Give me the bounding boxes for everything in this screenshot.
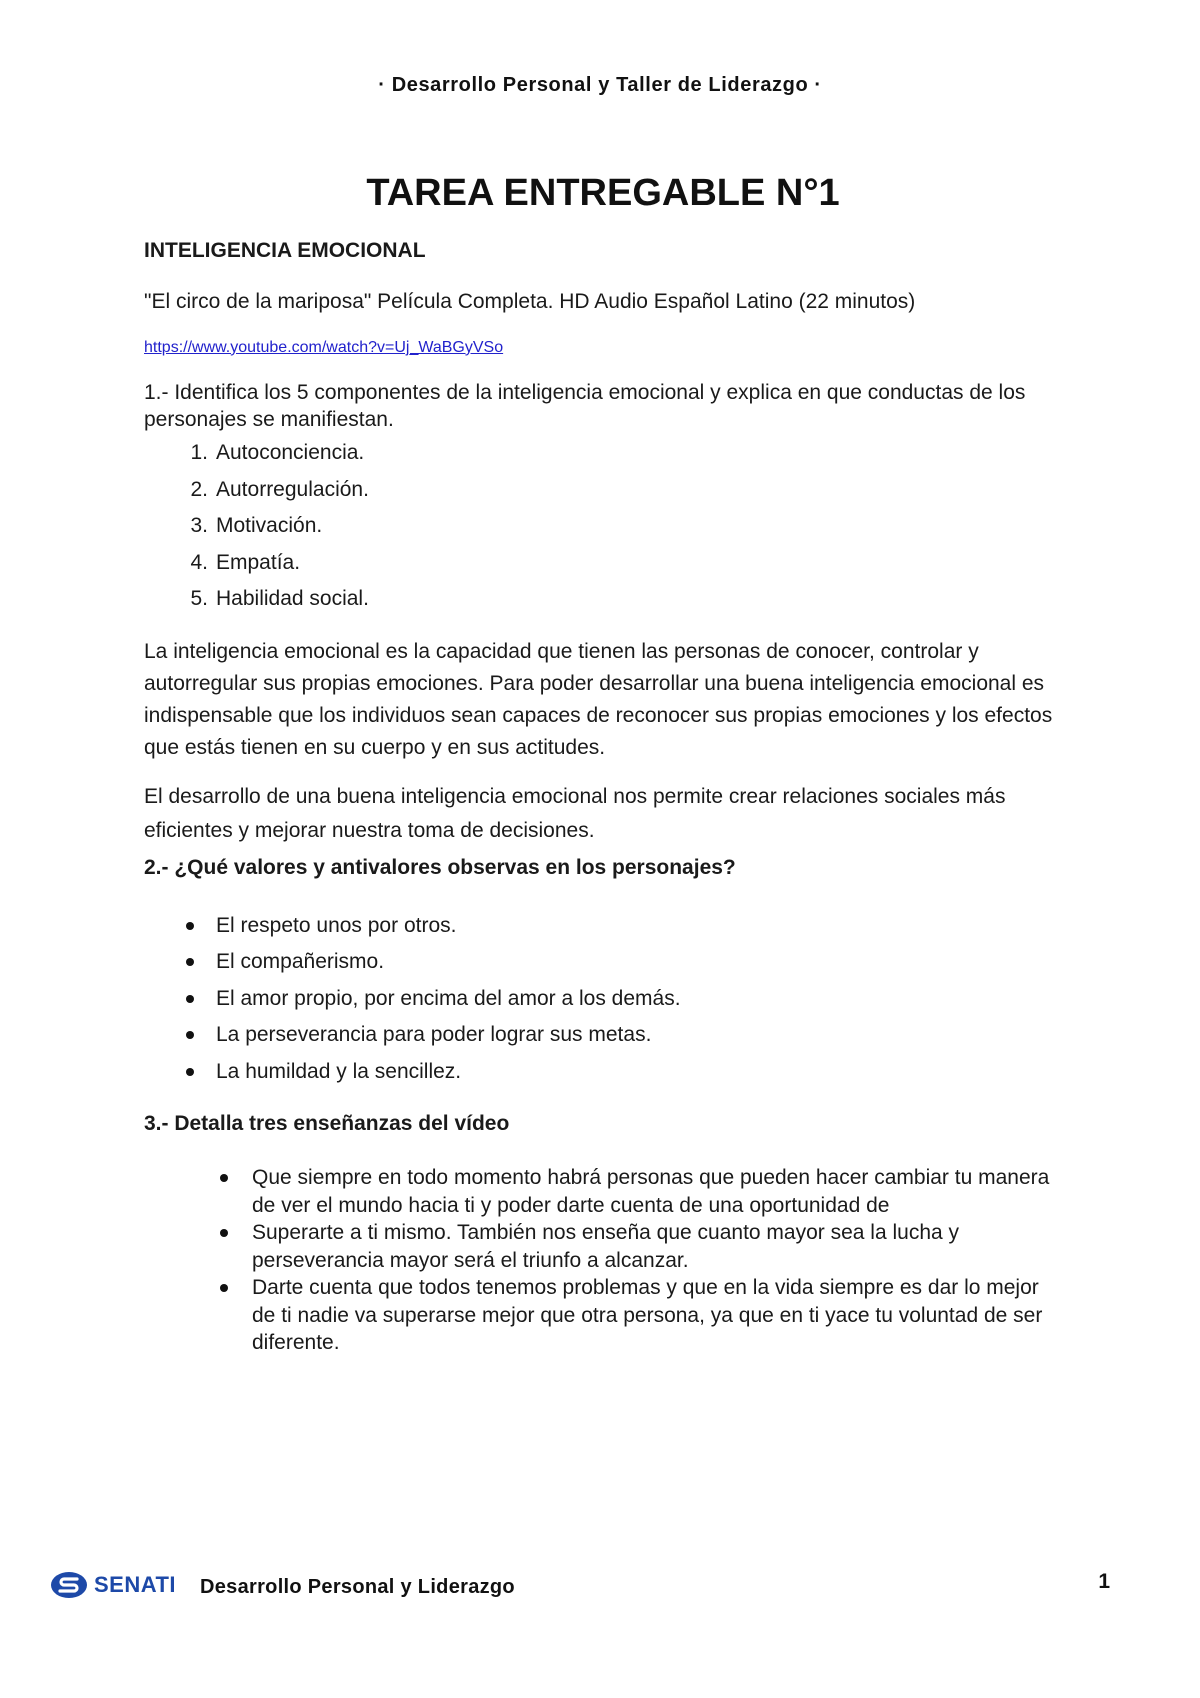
paragraph-development: El desarrollo de una buena inteligencia emocional nos permite crear relaciones sociales más eficientes y mejorar nuestra toma de decisiones. xyxy=(144,784,1006,842)
page-footer xyxy=(50,1570,1130,1610)
list-item-text: Superarte a ti mismo. También nos enseña que cuanto mayor sea la lucha y perseverancia mayor será el triunfo a alcanzar. xyxy=(252,1221,960,1272)
list-item-text: La humildad y la sencillez. xyxy=(216,1059,462,1083)
document-title: TAREA ENTREGABLE N°1 xyxy=(366,172,840,214)
list-item xyxy=(144,1274,1074,1357)
list-number: 5. xyxy=(190,587,208,611)
youtube-link[interactable]: https://www.youtube.com/watch?v=Uj_WaBGyVSo xyxy=(144,338,504,356)
list-item xyxy=(144,435,1074,472)
bullet-icon xyxy=(144,908,216,945)
list-item xyxy=(144,581,1074,618)
bullet-icon xyxy=(144,1017,216,1054)
question-3: 3.- Detalla tres enseñanzas del vídeo xyxy=(144,1112,510,1136)
list-item xyxy=(144,1219,1074,1274)
list-item-text: Darte cuenta que todos tenemos problemas y que en la vida siempre es dar lo mejor de ti nadie va superarse mejor que otra persona, ya que en ti yace tu voluntad de ser diferente. xyxy=(252,1276,1043,1355)
list-item-text: Motivación. xyxy=(216,514,323,538)
list-item-text: Que siempre en todo momento habrá personas que pueden hacer cambiar tu manera de ver el mundo hacia ti y poder darte cuenta de una oportunidad de xyxy=(252,1166,1050,1217)
components-list xyxy=(144,435,1074,618)
list-item-text: Autorregulación. xyxy=(216,477,369,501)
list-item-text: El amor propio, por encima del amor a los demás. xyxy=(216,986,681,1010)
list-item xyxy=(144,472,1074,509)
list-item xyxy=(144,1164,1074,1219)
film-reference: "El circo de la mariposa" Película Completa. HD Audio Español Latino (22 minutos) xyxy=(144,290,916,313)
bullet-icon xyxy=(144,1274,252,1357)
document-body xyxy=(144,172,1074,1357)
list-number: 3. xyxy=(190,514,208,538)
list-item xyxy=(144,908,1074,945)
bullet-icon xyxy=(144,981,216,1018)
bullet-icon xyxy=(144,1219,252,1274)
senati-logo-icon xyxy=(50,1570,88,1600)
list-item-text: La perseverancia para poder lograr sus metas. xyxy=(216,1023,652,1047)
list-item-text: El respeto unos por otros. xyxy=(216,913,457,937)
list-item xyxy=(144,508,1074,545)
question-1: 1.- Identifica los 5 componentes de la inteligencia emocional y explica en que conductas de los personajes se manifiestan. xyxy=(144,380,1026,432)
list-item-text: El compañerismo. xyxy=(216,950,385,974)
bullet-icon xyxy=(144,1054,216,1091)
section-heading: INTELIGENCIA EMOCIONAL xyxy=(144,239,426,262)
lessons-list xyxy=(144,1164,1074,1357)
list-item-text: Habilidad social. xyxy=(216,587,369,611)
bullet-icon xyxy=(144,1164,252,1219)
list-number: 2. xyxy=(190,477,208,501)
senati-logo-text: SENATI xyxy=(94,1572,177,1597)
bullet-icon xyxy=(144,944,216,981)
question-2: 2.- ¿Qué valores y antivalores observas en los personajes? xyxy=(144,855,736,879)
list-item-text: Empatía. xyxy=(216,550,301,574)
list-item-text: Autoconciencia. xyxy=(216,441,365,465)
list-item xyxy=(144,981,1074,1018)
running-header: · Desarrollo Personal y Taller de Liderazgo · xyxy=(378,74,822,96)
list-item xyxy=(144,1017,1074,1054)
list-number: 4. xyxy=(190,550,208,574)
paragraph-definition: La inteligencia emocional es la capacidad que tienen las personas de conocer, controlar y autorregular sus propias emociones. Para poder desarrollar una buena inteligencia emocional es indispensable que los individuos sean capaces de reconocer sus propias emociones y los efectos que estás tienen en su cuerpo y en sus actitudes. xyxy=(144,639,1053,759)
footer-title: Desarrollo Personal y Liderazgo xyxy=(200,1576,515,1598)
list-number: 1. xyxy=(190,441,208,465)
page-number: 1 xyxy=(1098,1570,1110,1593)
list-item xyxy=(144,545,1074,582)
list-item xyxy=(144,1054,1074,1091)
list-item xyxy=(144,944,1074,981)
senati-logo xyxy=(50,1570,176,1600)
values-list xyxy=(144,908,1074,1091)
